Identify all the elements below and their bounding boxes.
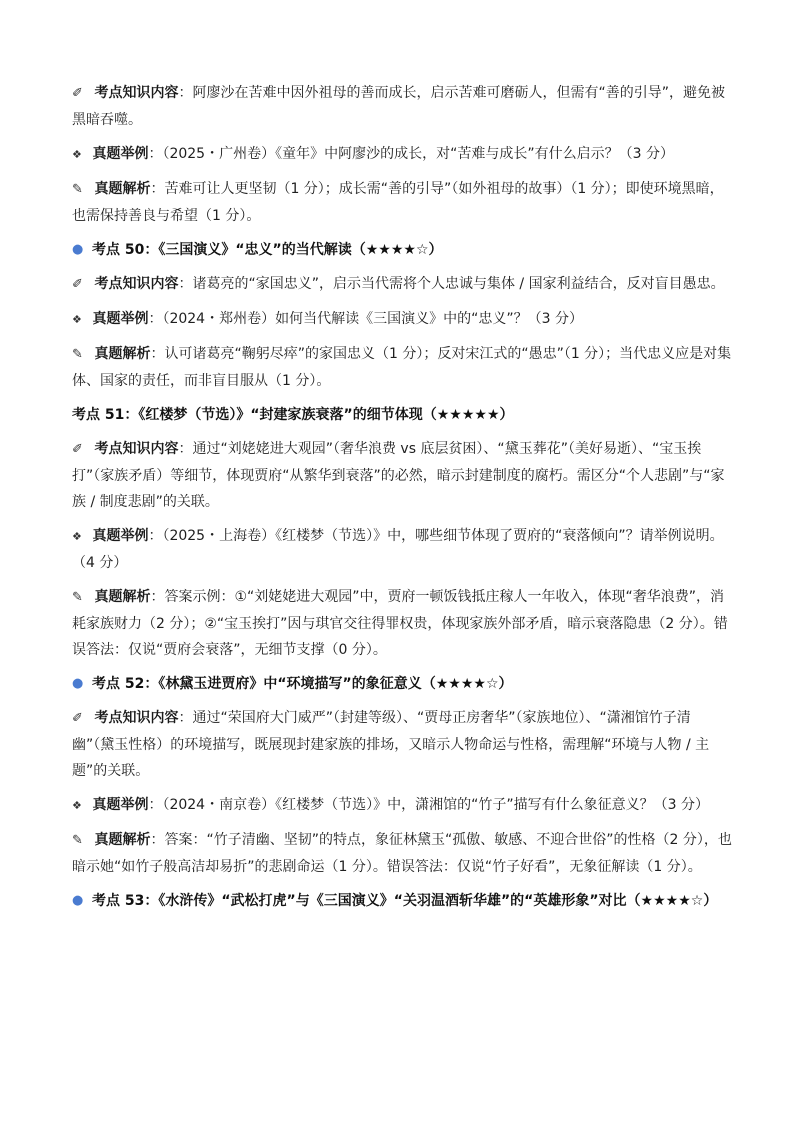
example-text: （2024・南京卷）《红楼梦（节选）》中，潇湘馆的“竹子”描写有什么象征意义？（3 分） bbox=[162, 797, 709, 813]
analysis-label: 真题解析 bbox=[94, 589, 151, 605]
pencil-icon: ✐ bbox=[72, 86, 83, 101]
knowledge-label: 考点知识内容 bbox=[94, 276, 179, 292]
analysis-label: 真题解析 bbox=[94, 346, 151, 362]
pen-nib-icon: ✎ bbox=[72, 590, 83, 605]
example-paragraph: ❖ 真题举例：（2025・广州卷）《童年》中阿廖沙的成长，对“苦难与成长”有什么启示？（3 分） bbox=[72, 141, 732, 168]
pen-nib-icon: ✎ bbox=[72, 347, 83, 362]
knowledge-paragraph: ✐ 考点知识内容：通过“刘姥姥进大观园”（奢华浪费 vs 底层贫困）、“黛玉葬花”（美好易逝）、“宝玉挨打”（家族矛盾）等细节，体现贾府“从繁华到衰落”的必然，暗示封建制度的腐朽。需区分“个人悲剧”与“家族 / 制度悲剧”的关联。 bbox=[72, 436, 732, 515]
example-paragraph: ❖ 真题举例：（2024・南京卷）《红楼梦（节选）》中，潇湘馆的“竹子”描写有什么象征意义？（3 分） bbox=[72, 792, 732, 819]
diamond-icon: ❖ bbox=[72, 148, 82, 161]
knowledge-paragraph: ✐ 考点知识内容：阿廖沙在苦难中因外祖母的善而成长，启示苦难可磨砺人，但需有“善的引导”，避免被黑暗吞噬。 bbox=[72, 80, 732, 133]
knowledge-label: 考点知识内容 bbox=[94, 441, 179, 457]
knowledge-label: 考点知识内容 bbox=[94, 85, 179, 101]
pencil-icon: ✐ bbox=[72, 277, 83, 292]
knowledge-text: 诸葛亮的“家国忠义”，启示当代需将个人忠诚与集体 / 国家利益结合，反对盲目愚忠。 bbox=[192, 276, 725, 292]
knowledge-paragraph: ✐ 考点知识内容：诸葛亮的“家国忠义”，启示当代需将个人忠诚与集体 / 国家利益结合，反对盲目愚忠。 bbox=[72, 271, 732, 298]
knowledge-paragraph: ✐ 考点知识内容：通过“荣国府大门威严”（封建等级）、“贾母正房奢华”（家族地位）、“潇湘馆竹子清幽”（黛玉性格）的环境描写，既展现封建家族的排场，又暗示人物命运与性格，需理解“环境与人物 / 主题”的关联。 bbox=[72, 705, 732, 784]
analysis-paragraph: ✎ 真题解析：苦难可让人更坚韧（1 分）；成长需“善的引导”（如外祖母的故事）（1 分）；即使环境黑暗，也需保持善良与希望（1 分）。 bbox=[72, 176, 732, 229]
heading-text: 考点 50：《三国演义》“忠义”的当代解读（★★★★☆） bbox=[92, 242, 443, 258]
knowledge-text: 通过“荣国府大门威严”（封建等级）、“贾母正房奢华”（家族地位）、“潇湘馆竹子清幽”（黛玉性格）的环境描写，既展现封建家族的排场，又暗示人物命运与性格，需理解“环境与人物 / 主题”的关联。 bbox=[72, 710, 710, 779]
example-text: （2024・郑州卷）如何当代解读《三国演义》中的“忠义”？（3 分） bbox=[162, 311, 583, 327]
example-paragraph: ❖ 真题举例：（2024・郑州卷）如何当代解读《三国演义》中的“忠义”？（3 分） bbox=[72, 306, 732, 333]
section-heading-51 bbox=[72, 402, 732, 428]
section-heading-53 bbox=[72, 888, 732, 914]
heading-text: 考点 51：《红楼梦（节选）》“封建家族衰落”的细节体现（★★★★★） bbox=[72, 407, 514, 423]
analysis-paragraph: ✎ 真题解析：认可诸葛亮“鞠躬尽瘁”的家国忠义（1 分）；反对宋江式的“愚忠”（1 分）；当代忠义应是对集体、国家的责任，而非盲目服从（1 分）。 bbox=[72, 341, 732, 394]
knowledge-text: 通过“刘姥姥进大观园”（奢华浪费 vs 底层贫困）、“黛玉葬花”（美好易逝）、“宝玉挨打”（家族矛盾）等细节，体现贾府“从繁华到衰落”的必然，暗示封建制度的腐朽。需区分“个人悲剧”与“家族 / 制度悲剧”的关联。 bbox=[72, 441, 725, 510]
pen-nib-icon: ✎ bbox=[72, 182, 83, 197]
diamond-icon: ❖ bbox=[72, 313, 82, 326]
pen-nib-icon: ✎ bbox=[72, 833, 83, 848]
analysis-label: 真题解析 bbox=[94, 832, 151, 848]
knowledge-label: 考点知识内容 bbox=[94, 710, 179, 726]
diamond-icon: ❖ bbox=[72, 530, 82, 543]
example-paragraph: ❖ 真题举例：（2025・上海卷）《红楼梦（节选）》中，哪些细节体现了贾府的“衰落倾向”？请举例说明。（4 分） bbox=[72, 523, 732, 576]
example-label: 真题举例 bbox=[92, 311, 149, 327]
analysis-paragraph: ✎ 真题解析：答案示例：①“刘姥姥进大观园”中，贾府一顿饭钱抵庄稼人一年收入，体现“奢华浪费”，消耗家族财力（2 分）；②“宝玉挨打”因与琪官交往得罪权贵，体现家族外部矛盾，暗示衰落隐患（2 分）。错误答法：仅说“贾府会衰落”，无细节支撑（0 分）。 bbox=[72, 584, 732, 663]
heading-text: 考点 53：《水浒传》“武松打虎”与《三国演义》“关羽温酒斩华雄”的“英雄形象”对比（★★★★☆） bbox=[92, 893, 718, 909]
analysis-text: 苦难可让人更坚韧（1 分）；成长需“善的引导”（如外祖母的故事）（1 分）；即使环境黑暗，也需保持善良与希望（1 分）。 bbox=[72, 181, 724, 224]
pencil-icon: ✐ bbox=[72, 442, 83, 457]
bullet-dot-icon: ● bbox=[72, 893, 84, 908]
example-label: 真题举例 bbox=[92, 528, 149, 544]
pencil-icon: ✐ bbox=[72, 711, 83, 726]
example-text: （2025・广州卷）《童年》中阿廖沙的成长，对“苦难与成长”有什么启示？（3 分） bbox=[162, 146, 674, 162]
section-heading-52 bbox=[72, 671, 732, 697]
bullet-dot-icon: ● bbox=[72, 242, 84, 257]
analysis-text: 答案：“竹子清幽、坚韧”的特点，象征林黛玉“孤傲、敏感、不迎合世俗”的性格（2 分），也暗示她“如竹子般高洁却易折”的悲剧命运（1 分）。错误答法：仅说“竹子好看”，无象征解读（1 分）。 bbox=[72, 832, 732, 875]
analysis-label: 真题解析 bbox=[94, 181, 151, 197]
example-text: （2025・上海卷）《红楼梦（节选）》中，哪些细节体现了贾府的“衰落倾向”？请举例说明。（4 分） bbox=[72, 528, 724, 571]
knowledge-text: 阿廖沙在苦难中因外祖母的善而成长，启示苦难可磨砺人，但需有“善的引导”，避免被黑暗吞噬。 bbox=[72, 85, 725, 128]
analysis-text: 答案示例：①“刘姥姥进大观园”中，贾府一顿饭钱抵庄稼人一年收入，体现“奢华浪费”，消耗家族财力（2 分）；②“宝玉挨打”因与琪官交往得罪权贵，体现家族外部矛盾，暗示衰落隐患（2 分）。错误答法：仅说“贾府会衰落”，无细节支撑（0 分）。 bbox=[72, 589, 728, 658]
example-label: 真题举例 bbox=[92, 146, 149, 162]
section-heading-50 bbox=[72, 237, 732, 263]
heading-text: 考点 52：《林黛玉进贾府》中“环境描写”的象征意义（★★★★☆） bbox=[92, 676, 513, 692]
example-label: 真题举例 bbox=[92, 797, 149, 813]
bullet-dot-icon: ● bbox=[72, 676, 84, 691]
document-page bbox=[72, 80, 732, 922]
analysis-text: 认可诸葛亮“鞠躬尽瘁”的家国忠义（1 分）；反对宋江式的“愚忠”（1 分）；当代忠义应是对集体、国家的责任，而非盲目服从（1 分）。 bbox=[72, 346, 732, 389]
analysis-paragraph: ✎ 真题解析：答案：“竹子清幽、坚韧”的特点，象征林黛玉“孤傲、敏感、不迎合世俗”的性格（2 分），也暗示她“如竹子般高洁却易折”的悲剧命运（1 分）。错误答法：仅说“竹子好看”，无象征解读（1 分）。 bbox=[72, 827, 732, 880]
diamond-icon: ❖ bbox=[72, 799, 82, 812]
